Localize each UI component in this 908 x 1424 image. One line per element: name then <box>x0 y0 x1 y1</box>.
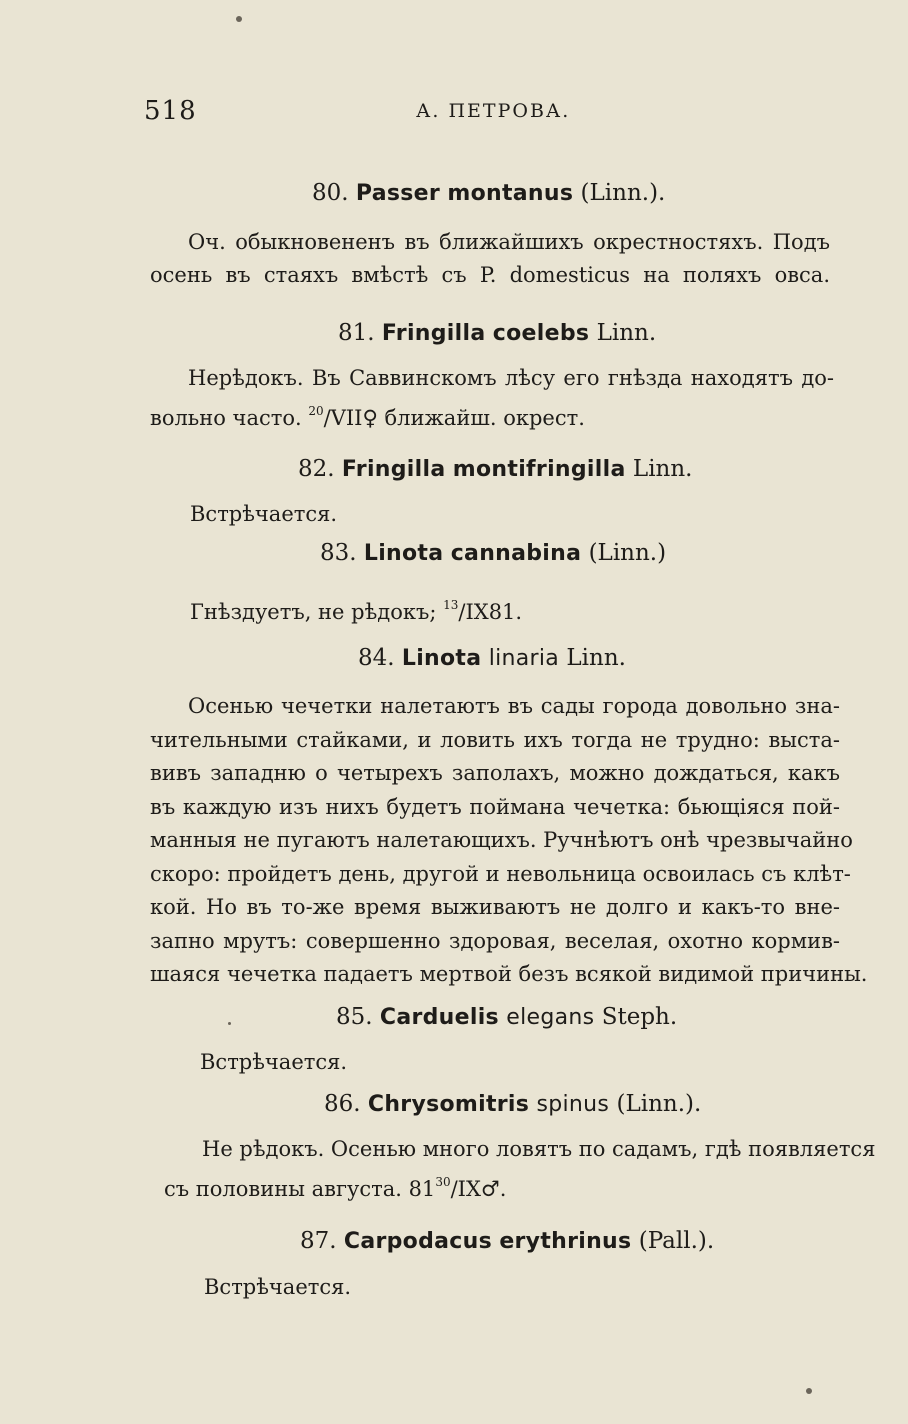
entry-number: 83. <box>320 540 357 566</box>
genus-name: Chrysomitris <box>367 1092 530 1117</box>
species-heading <box>358 645 626 671</box>
date-text: /IX81. <box>458 600 523 624</box>
entry-number: 82. <box>298 456 335 482</box>
text-line: Нерѣдокъ. Въ Саввинскомъ лѣсу его гнѣзда находятъ до- <box>188 366 834 390</box>
author-name: (Linn.). <box>580 180 666 206</box>
species-name: erythrinus <box>499 1229 632 1254</box>
species-heading <box>324 1091 701 1117</box>
author-name: (Linn.). <box>616 1091 702 1117</box>
entry-number: 86. <box>324 1091 361 1117</box>
text-line: въ каждую изъ нихъ будетъ поймана чечетка: бьющіяся пой- <box>150 794 840 819</box>
author-name: Linn. <box>596 320 657 346</box>
author-name: Steph. <box>601 1004 678 1030</box>
entry-number: 81. <box>338 320 375 346</box>
paper-speck <box>236 16 242 22</box>
species-heading <box>300 1228 714 1254</box>
paper-speck <box>228 1022 231 1025</box>
genus-name: Carduelis <box>379 1005 499 1030</box>
entry-text <box>150 226 830 292</box>
text-line: съ половины августа. $81^{30}/IX♂$. <box>164 1175 507 1201</box>
entry-text <box>164 1133 876 1206</box>
species-heading <box>336 1004 677 1030</box>
date-superscript: 20 <box>308 404 324 418</box>
text-line: вольно часто. $^{20}$/VII♀ ближайш. окрест. <box>150 404 585 430</box>
entry-text: Встрѣчается. <box>200 1050 348 1074</box>
date-superscript: 13 <box>443 598 459 612</box>
entry-number: 80. <box>312 180 349 206</box>
author-name: (Pall.). <box>638 1228 715 1254</box>
entry-text: Встрѣчается. <box>190 502 338 526</box>
species-name: elegans <box>506 1005 595 1030</box>
genus-name: Fringilla <box>341 457 446 482</box>
text-line: Оч. обыкновененъ въ ближайшихъ окрестностяхъ. Подъ <box>188 230 830 254</box>
running-head: А. ПЕТРОВА. <box>416 100 571 122</box>
text-line: осень въ стаяхъ вмѣстѣ съ P. domesticus на поляхъ овса. <box>150 263 830 287</box>
entry-number: 87. <box>300 1228 337 1254</box>
text-line: скоро: пройдетъ день, другой и невольница освоилась съ клѣт- <box>150 861 851 886</box>
paper-speck <box>806 1388 812 1394</box>
entry-text <box>190 588 522 629</box>
species-heading <box>312 180 665 206</box>
species-name: montifringilla <box>452 457 626 482</box>
entry-text: Встрѣчается. <box>204 1275 352 1299</box>
text-line: кой. Но въ то-же время выживаютъ не долго и какъ-то вне- <box>150 895 840 919</box>
text-line: чительными стайками, и ловить ихъ тогда не трудно: выста- <box>150 727 840 752</box>
text-tail: ближайш. окрест. <box>384 406 585 430</box>
text-line: шаяся чечетка падаетъ мертвой безъ всякой видимой причины. <box>150 962 868 986</box>
species-name: coelebs <box>492 321 590 346</box>
species-name: montanus <box>447 181 574 206</box>
species-name: cannabina <box>450 541 582 566</box>
text-line: Гнѣздуетъ, не рѣдокъ; <box>190 600 437 624</box>
text-line: Не рѣдокъ. Осенью много ловятъ по садамъ, гдѣ появляется <box>202 1137 876 1161</box>
species-heading <box>338 320 656 346</box>
genus-name: Linota <box>401 646 482 671</box>
date-text: /VII♀ <box>323 406 378 430</box>
page-number: 518 <box>144 96 197 126</box>
genus-name: Linota <box>363 541 444 566</box>
entry-text <box>150 362 834 435</box>
date-text: /IX♂. <box>450 1177 507 1201</box>
date-superscript: 30 <box>435 1175 451 1189</box>
author-name: Linn. <box>566 645 626 671</box>
text-line: Осенью чечетки налетаютъ въ сады города довольно зна- <box>188 694 840 718</box>
genus-name: Carpodacus <box>343 1229 492 1254</box>
entry-text <box>150 690 868 992</box>
species-name: linaria <box>488 646 560 671</box>
text-line: запно мрутъ: совершенно здоровая, веселая, охотно кормив- <box>150 928 840 953</box>
species-name: spinus <box>536 1092 610 1117</box>
author-name: Linn. <box>632 456 693 482</box>
species-heading <box>320 540 666 566</box>
text-line: манныя не пугаютъ налетающихъ. Ручнѣютъ онѣ чрезвычайно <box>150 828 853 852</box>
genus-name: Fringilla <box>381 321 486 346</box>
author-name: (Linn.) <box>588 540 667 566</box>
genus-name: Passer <box>355 181 441 206</box>
entry-number: 85. <box>336 1004 373 1030</box>
text-line: вивъ западню о четырехъ заполахъ, можно дождаться, какъ <box>150 761 840 785</box>
species-heading <box>298 456 693 482</box>
entry-number: 84. <box>358 645 395 671</box>
